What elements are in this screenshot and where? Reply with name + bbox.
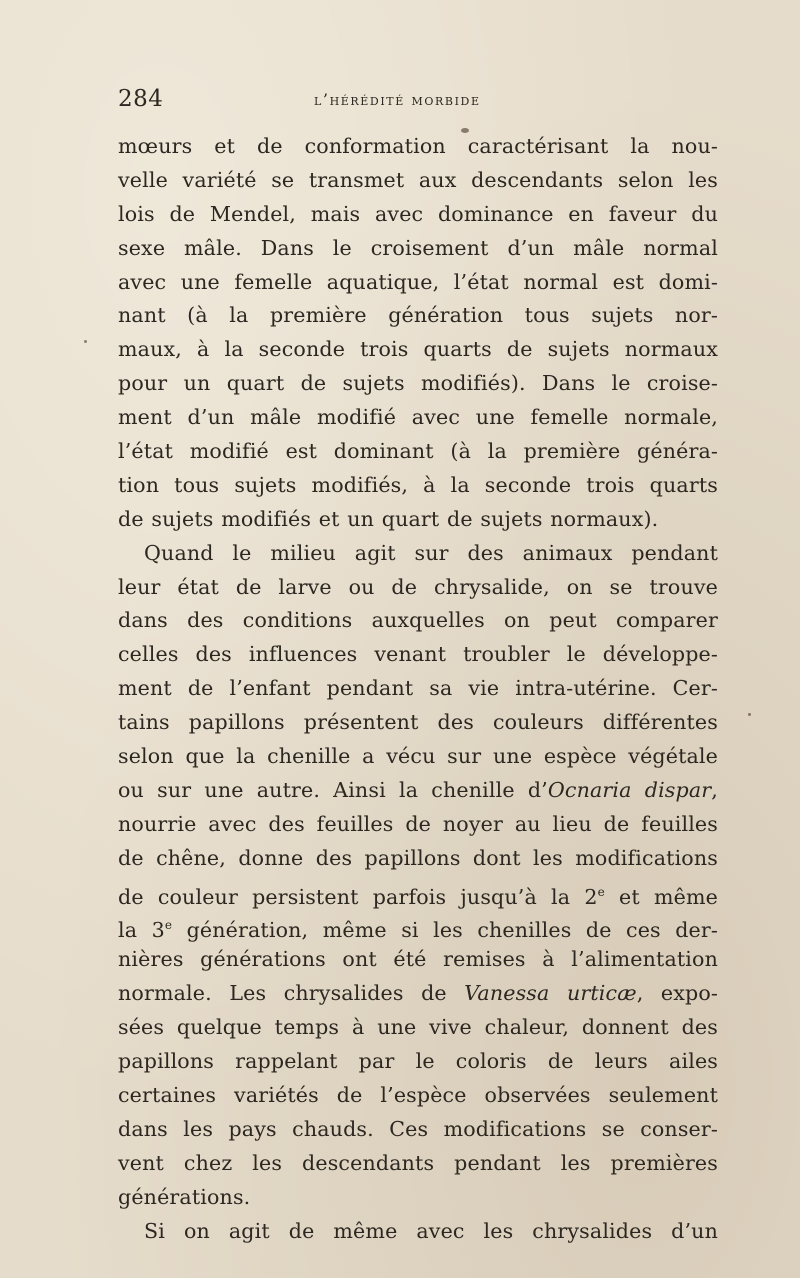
text-line: certaines variétés de l’espèce observées seulement [118,1082,718,1107]
text-line: vent chez les descendants pendant les premières [118,1150,718,1175]
text-line: lois de Mendel, mais avec dominance en faveur du [118,201,718,226]
paragraph-first-line: Si on agit de même avec les chrysalides d’un [144,1218,718,1243]
paragraph-first-line: Quand le milieu agit sur des animaux pendant [144,540,718,565]
text-line [118,909,718,943]
text-segment: et même [604,884,719,909]
text-line: tion tous sujets modifiés, à la seconde trois quarts [118,472,718,497]
body-text [118,130,718,1248]
text-line: pour un quart de sujets modifiés). Dans le croise- [118,371,718,396]
text-line: l’état modifié est dominant (à la première généra- [118,439,718,464]
superscript: e [164,918,173,933]
text-line: sées quelque temps à une vive chaleur, donnent des [118,1015,718,1040]
text-segment: de couleur persistent parfois jusqu’à la 2 [118,884,598,909]
text-line: de chêne, donne des papillons dont les modifications [118,845,718,870]
text-line [118,774,718,808]
text-line: celles des influences venant troubler le développe- [118,642,718,667]
ink-speck [84,340,87,343]
text-line: ment de l’enfant pendant sa vie intra-utérine. Cer- [118,676,718,701]
text-segment: normale. Les chrysalides de [118,981,465,1006]
text-line: nourrie avec des feuilles de noyer au lieu de feuilles [118,811,718,836]
text-segment: , expo- [636,981,718,1006]
text-line [118,876,718,910]
text-line: générations. [118,1184,251,1209]
text-segment: génération, même si les chenilles de ces der- [172,918,718,943]
text-line: tains papillons présentent des couleurs différentes [118,710,718,735]
text-line: dans les pays chauds. Ces modifications se conser- [118,1116,718,1141]
text-line: dans des conditions auxquelles on peut comparer [118,608,718,633]
text-line: velle variété se transmet aux descendants selon les [118,167,718,192]
text-line: leur état de larve ou de chrysalide, on se trouve [118,574,718,599]
ink-speck [748,713,751,716]
text-segment: la 3 [118,918,165,943]
text-line: de sujets modifiés et un quart de sujets normaux). [118,506,659,531]
superscript: e [597,884,605,899]
text-line: sexe mâle. Dans le croisement d’un mâle normal [118,235,718,260]
text-line: papillons rappelant par le coloris de leurs ailes [118,1049,718,1074]
text-line: mœurs et de conformation caractérisant la nou- [118,134,718,158]
ink-speck [461,128,469,133]
text-line: nant (à la première génération tous sujets nor- [118,303,718,328]
text-line: maux, à la seconde trois quarts de sujets normaux [118,337,718,362]
species-name: Ocnaria dispar [547,777,712,802]
text-line: selon que la chenille a vécu sur une espèce végétale [118,744,718,769]
text-segment: , [711,777,718,802]
text-line: nières générations ont été remises à l’alimentation [118,947,718,972]
text-line: ment d’un mâle modifié avec une femelle normale, [118,405,718,430]
species-name: Vanessa urticæ [464,981,637,1006]
running-head [118,86,703,116]
text-line [118,977,718,1011]
page-number: 284 [118,86,164,112]
text-line: avec une femelle aquatique, l’état normal est domi- [118,269,718,294]
text-segment: ou sur une autre. Ainsi la chenille d’ [118,777,548,802]
running-title: l’hérédité morbide [314,90,481,109]
